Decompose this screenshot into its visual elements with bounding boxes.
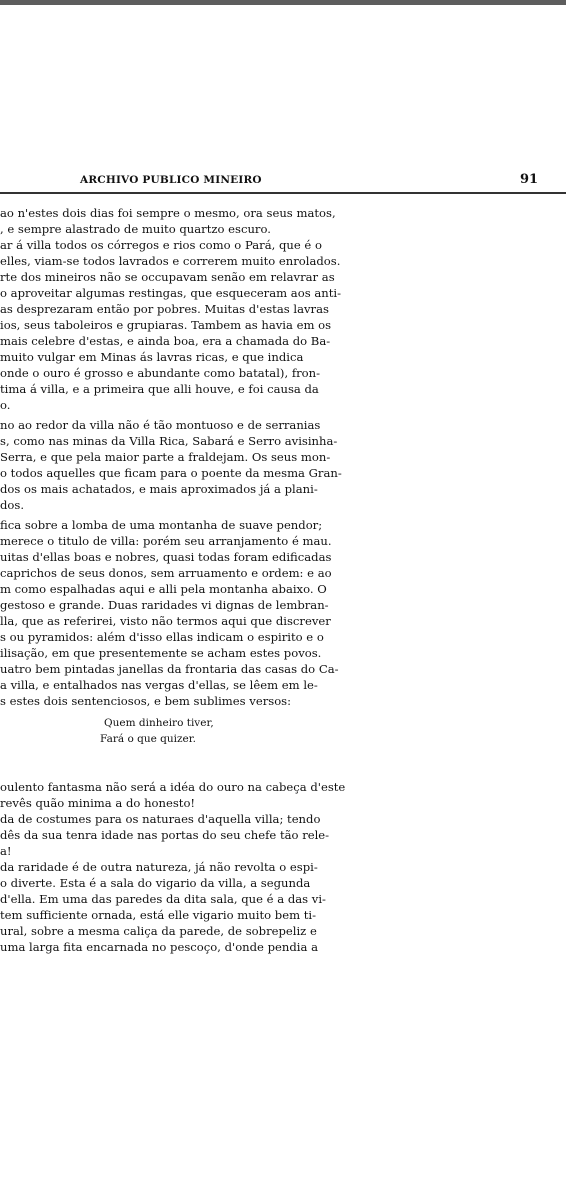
text-line: dos os mais achatados, e mais aproximados já a plani- [0, 482, 318, 496]
text-line: da raridade é de outra natureza, já não revolta o espi- [0, 860, 318, 874]
text-line: no ao redor da villa não é tão montuoso e de serranias [0, 418, 321, 432]
text-line: ural, sobre a mesma caliça da parede, de sobrepeliz e [0, 924, 317, 938]
page-number: 91 [520, 172, 539, 187]
text-line: o diverte. Esta é a sala do vigario da villa, a segunda [0, 876, 311, 890]
text-line: dês da sua tenra idade nas portas do seu chefe tão rele- [0, 828, 330, 842]
text-line: Serra, e que pela maior parte a fraldejam. Os seus mon- [0, 450, 331, 464]
text-line: ar á villa todos os córregos e rios como o Pará, que é o [0, 238, 322, 252]
text-line: onde o ouro é grosso e abundante como batatal), fron- [0, 366, 321, 380]
text-line: dos. [0, 498, 25, 512]
text-line: uitas d'ellas boas e nobres, quasi todas foram edificadas [0, 550, 332, 564]
text-line: as desprezaram então por pobres. Muitas d'estas lavras [0, 302, 329, 316]
top-border [0, 0, 566, 5]
running-header [0, 168, 566, 192]
text-line: da de costumes para os naturaes d'aquella villa; tendo [0, 812, 321, 826]
text-line: ao n'estes dois dias foi sempre o mesmo, ora seus matos, [0, 206, 336, 220]
page-title: ARCHIVO PUBLICO MINEIRO [80, 174, 262, 186]
text-line: gestoso e grande. Duas raridades vi dignas de lembran- [0, 598, 329, 612]
header-rule [0, 192, 566, 194]
text-line: revês quão minima a do honesto! [0, 796, 196, 810]
text-line: , e sempre alastrado de muito quartzo escuro. [0, 222, 271, 236]
text-line: lla, que as referirei, visto não termos aqui que discrever [0, 614, 331, 628]
text-line: ios, seus taboleiros e grupiaras. Tambem as havia em os [0, 318, 332, 332]
text-line: merece o titulo de villa: porém seu arranjamento é mau. [0, 534, 332, 548]
text-line: m como espalhadas aqui e alli pela montanha abaixo. O [0, 582, 327, 596]
text-line: fica sobre a lomba de uma montanha de suave pendor; [0, 518, 323, 532]
verse-line: Quem dinheiro tiver, [104, 717, 214, 729]
text-line: d'ella. Em uma das paredes da dita sala, que é a das vi- [0, 892, 326, 906]
text-line: rte dos mineiros não se occupavam senão em relavrar as [0, 270, 335, 284]
text-line: mais celebre d'estas, e ainda boa, era a chamada do Ba- [0, 334, 331, 348]
text-line: a villa, e entalhados nas vergas d'ellas, se lêem em le- [0, 678, 318, 692]
text-line: s estes dois sentenciosos, e bem sublimes versos: [0, 694, 292, 708]
text-line: tem sufficiente ornada, está elle vigario muito bem ti- [0, 908, 317, 922]
text-line: o. [0, 398, 11, 412]
text-line: oulento fantasma não será a idéa do ouro na cabeça d'este [0, 780, 346, 794]
text-line: uma larga fita encarnada no pescoço, d'onde pendia a [0, 940, 318, 954]
text-line: o aproveitar algumas restingas, que esqueceram aos anti- [0, 286, 342, 300]
text-line: muito vulgar em Minas ás lavras ricas, e que indica [0, 350, 304, 364]
text-line: uatro bem pintadas janellas da frontaria das casas do Ca- [0, 662, 339, 676]
text-line: tima á villa, e a primeira que alli houve, e foi causa da [0, 382, 319, 396]
text-line: s, como nas minas da Villa Rica, Sabará e Serro avisinha- [0, 434, 338, 448]
text-line: a! [0, 844, 12, 858]
text-line: s ou pyramidos: além d'isso ellas indicam o espirito e o [0, 630, 324, 644]
text-line: ilisação, em que presentemente se acham estes povos. [0, 646, 322, 660]
text-line: caprichos de seus donos, sem arruamento e ordem: e ao [0, 566, 332, 580]
text-line: o todos aquelles que ficam para o poente da mesma Gran- [0, 466, 342, 480]
text-line: elles, viam-se todos lavrados e correrem muito enrolados. [0, 254, 341, 268]
verse-line: Fará o que quizer. [100, 733, 196, 745]
